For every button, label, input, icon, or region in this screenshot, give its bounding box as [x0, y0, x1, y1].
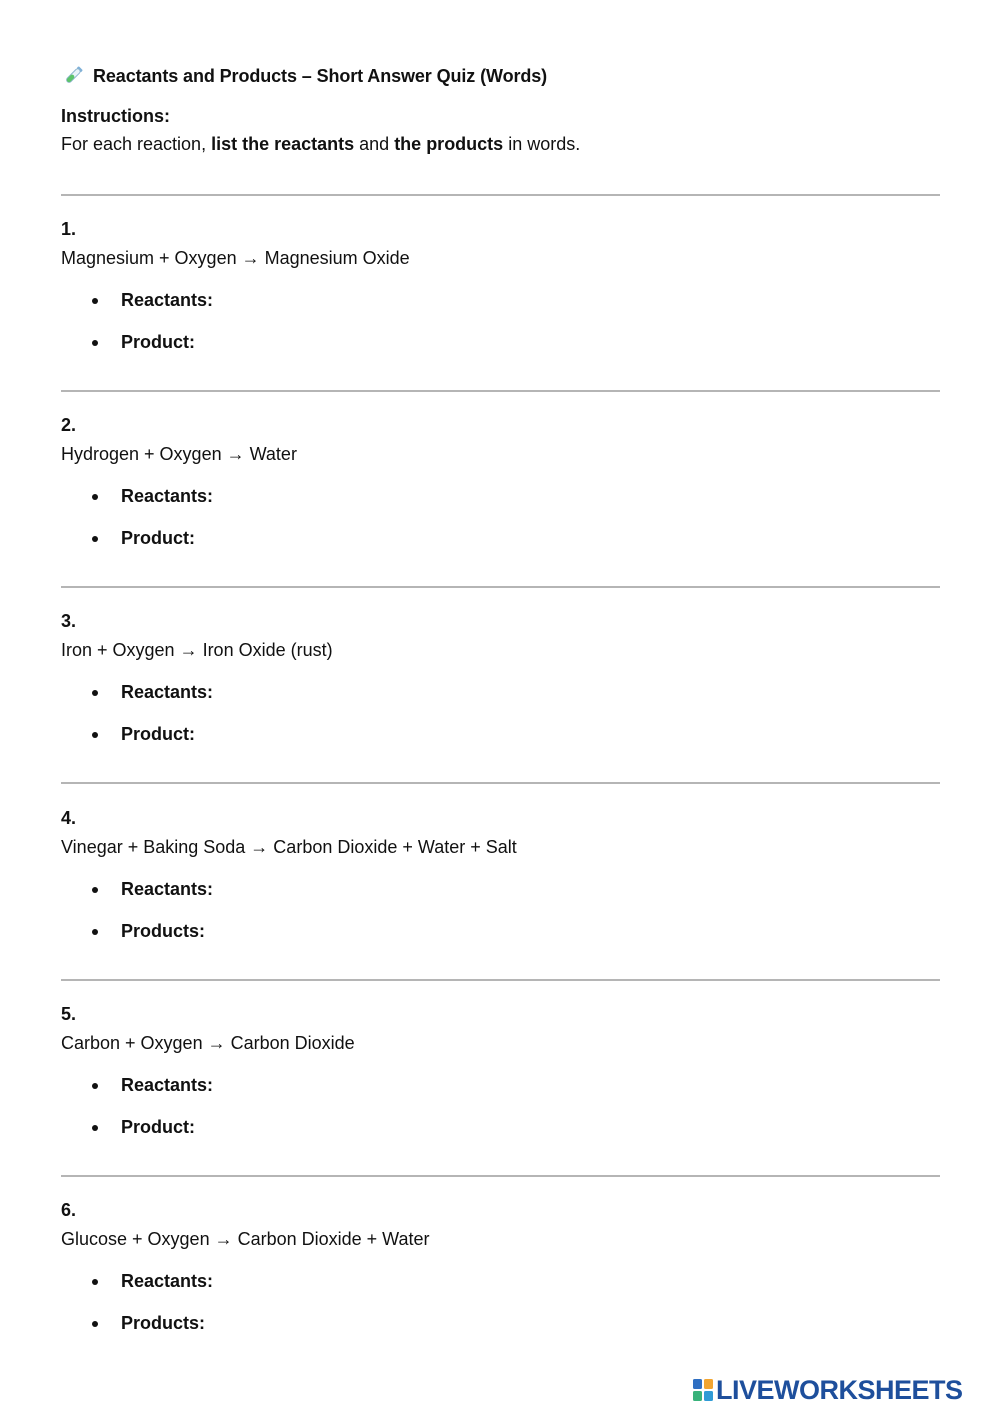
reactants-line: [61, 1075, 213, 1096]
bullet: [92, 887, 98, 893]
reactants-label: Reactants:: [121, 1075, 214, 1095]
question-number: 6.: [61, 1200, 77, 1220]
bullet: [92, 1321, 98, 1327]
reactants-line: [61, 879, 213, 900]
question-number: 1.: [61, 219, 77, 239]
question-6: [61, 1200, 940, 1370]
question-3: [61, 611, 940, 781]
question-equation: Vinegar + Baking Soda → Carbon Dioxide + Water + Salt: [61, 837, 517, 857]
question-equation: Glucose + Oxygen → Carbon Dioxide + Water: [61, 1229, 430, 1249]
products-label: Products:: [121, 921, 206, 941]
question-equation: Magnesium + Oxygen → Magnesium Oxide: [61, 248, 410, 268]
product-label: Product:: [121, 724, 195, 744]
products-line: [61, 921, 205, 942]
question-number: 2.: [61, 415, 77, 435]
product-line: [61, 1117, 195, 1138]
divider: [61, 979, 940, 981]
liveworksheets-logo-icon: [692, 1377, 714, 1403]
reactants-line: [61, 290, 213, 311]
question-equation: Hydrogen + Oxygen → Water: [61, 444, 297, 464]
question-equation: Iron + Oxygen → Iron Oxide (rust): [61, 640, 333, 660]
question-1: [61, 219, 940, 389]
reactants-label: Reactants:: [121, 1271, 214, 1291]
reactants-label: Reactants:: [121, 682, 214, 702]
bullet: [92, 1083, 98, 1089]
divider: [61, 782, 940, 784]
instructions-bold-reactants: list the reactants: [211, 134, 355, 154]
question-5: [61, 1004, 940, 1174]
question-2: [61, 415, 940, 585]
product-line: [61, 332, 195, 353]
divider: [61, 586, 940, 588]
question-number: 3.: [61, 611, 77, 631]
instructions-heading: Instructions:: [61, 106, 171, 126]
instructions-tail: in words.: [503, 134, 581, 154]
instructions-bold-products: the products: [394, 134, 504, 154]
divider: [61, 390, 940, 392]
question-equation: Carbon + Oxygen → Carbon Dioxide: [61, 1033, 355, 1053]
reactants-label: Reactants:: [121, 486, 214, 506]
reactants-label: Reactants:: [121, 879, 214, 899]
bullet: [92, 929, 98, 935]
bullet: [92, 494, 98, 500]
product-label: Product:: [121, 1117, 195, 1137]
reactants-line: [61, 486, 213, 507]
liveworksheets-logo[interactable]: [692, 1374, 963, 1406]
question-number: 5.: [61, 1004, 77, 1024]
product-line: [61, 724, 195, 745]
question-number: 4.: [61, 808, 77, 828]
products-label: Products:: [121, 1313, 206, 1333]
instructions-lead: For each reaction,: [61, 134, 212, 154]
bullet: [92, 732, 98, 738]
title-row: [61, 62, 547, 90]
question-4: [61, 808, 940, 978]
bullet: [92, 1279, 98, 1285]
divider: [61, 1175, 940, 1177]
product-label: Product:: [121, 332, 195, 352]
liveworksheets-logo-text: LIVEWORKSHEETS: [716, 1374, 963, 1405]
reactants-label: Reactants:: [121, 290, 214, 310]
divider: [61, 194, 940, 196]
bullet: [92, 536, 98, 542]
bullet: [92, 340, 98, 346]
reactants-line: [61, 682, 213, 703]
instructions-text: [61, 134, 580, 155]
instructions-mid: and: [354, 134, 395, 154]
product-line: [61, 528, 195, 549]
page-title: Reactants and Products – Short Answer Quiz (Words): [93, 65, 548, 86]
bullet: [92, 298, 98, 304]
reactants-line: [61, 1271, 213, 1292]
products-line: [61, 1313, 205, 1334]
test-tube-icon: [61, 64, 85, 88]
bullet: [92, 1125, 98, 1131]
bullet: [92, 690, 98, 696]
product-label: Product:: [121, 528, 195, 548]
